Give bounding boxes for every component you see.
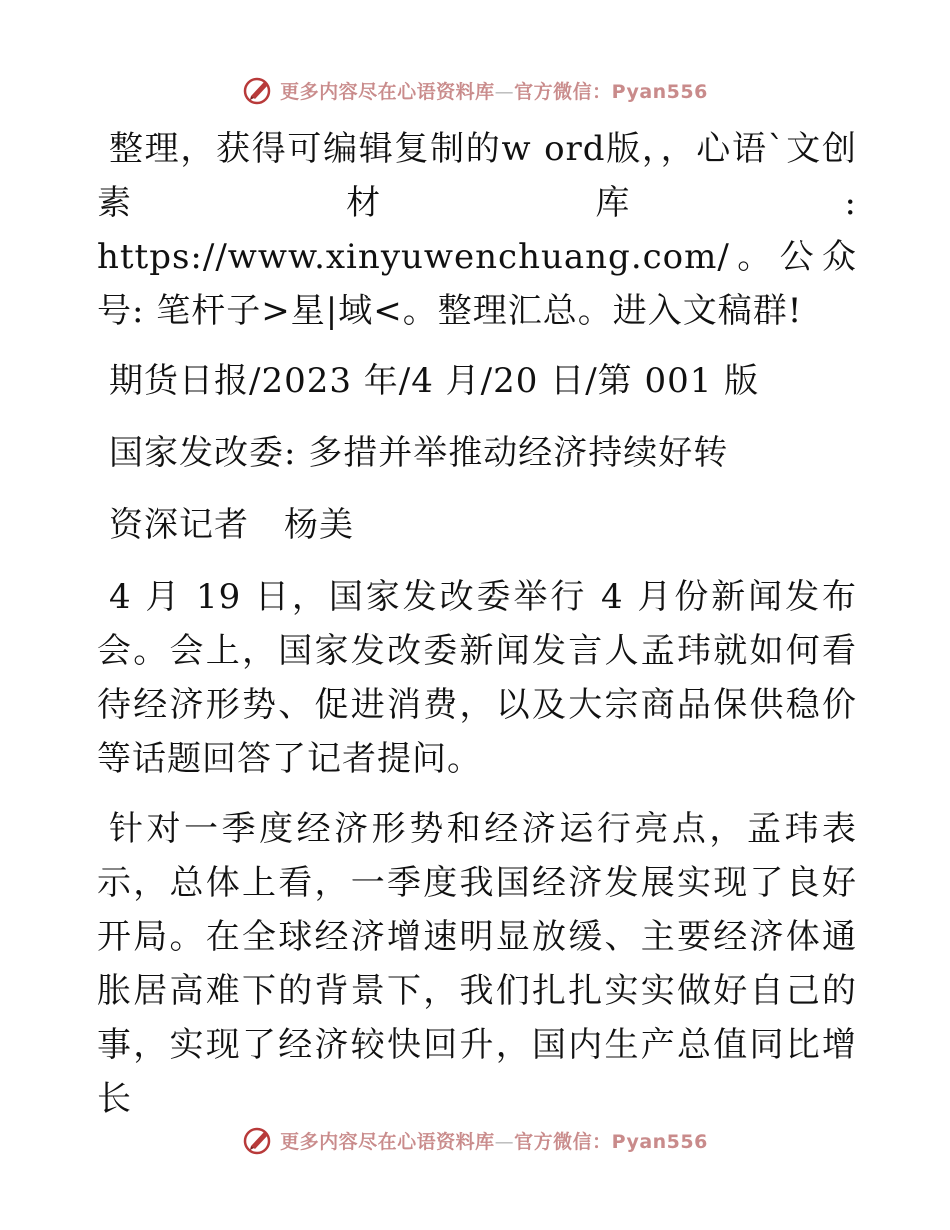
banner-inner-bottom — [242, 1124, 708, 1156]
banner-text — [280, 1127, 708, 1154]
banner-wechat-label: 官方微信： — [514, 80, 612, 103]
banner-inner — [242, 74, 708, 106]
banner-wechat-label: 官方微信： — [514, 1130, 612, 1153]
banner-dash: — — [494, 80, 515, 103]
banner-site-text: 更多内容尽在心语资料库 — [280, 80, 495, 103]
pen-logo-icon — [242, 1124, 274, 1156]
header-banner — [0, 70, 950, 110]
document-body — [97, 122, 857, 1142]
banner-text — [280, 77, 708, 104]
banner-wechat-id: Pyan556 — [611, 1130, 708, 1153]
pen-logo-icon — [242, 74, 274, 106]
article-headline: 国家发改委: 多措并举推动经济持续好转 — [109, 433, 729, 473]
banner-wechat-id: Pyan556 — [611, 80, 708, 103]
intro-paragraph: 整理，获得可编辑复制的w ord版，，心语`文创素材库: https://www.xinyuwenchuang.com/。公众号: 笔杆子>星|域<。整理汇总。进入文稿群! — [97, 129, 857, 331]
footer-banner — [0, 1120, 950, 1160]
banner-site-text: 更多内容尽在心语资料库 — [280, 1130, 495, 1153]
article-byline: 资深记者 杨美 — [109, 505, 354, 545]
article-paragraph-1: 4 月 19 日，国家发改委举行 4 月份新闻发布会。会上，国家发改委新闻发言人孟玮就如何看待经济形势、促进消费，以及大宗商品保供稳价等话题回答了记者提问。 — [97, 577, 857, 779]
publication-line: 期货日报/2023 年/4 月/20 日/第 001 版 — [109, 361, 760, 401]
article-paragraph-2: 针对一季度经济形势和经济运行亮点，孟玮表示，总体上看，一季度我国经济发展实现了良好开局。在全球经济增速明显放缓、主要经济体通胀居高难下的背景下，我们扎扎实实做好自己的事，实现了经济较快回升，国内生产总值同比增长 — [97, 809, 857, 1119]
banner-dash: — — [494, 1130, 515, 1153]
